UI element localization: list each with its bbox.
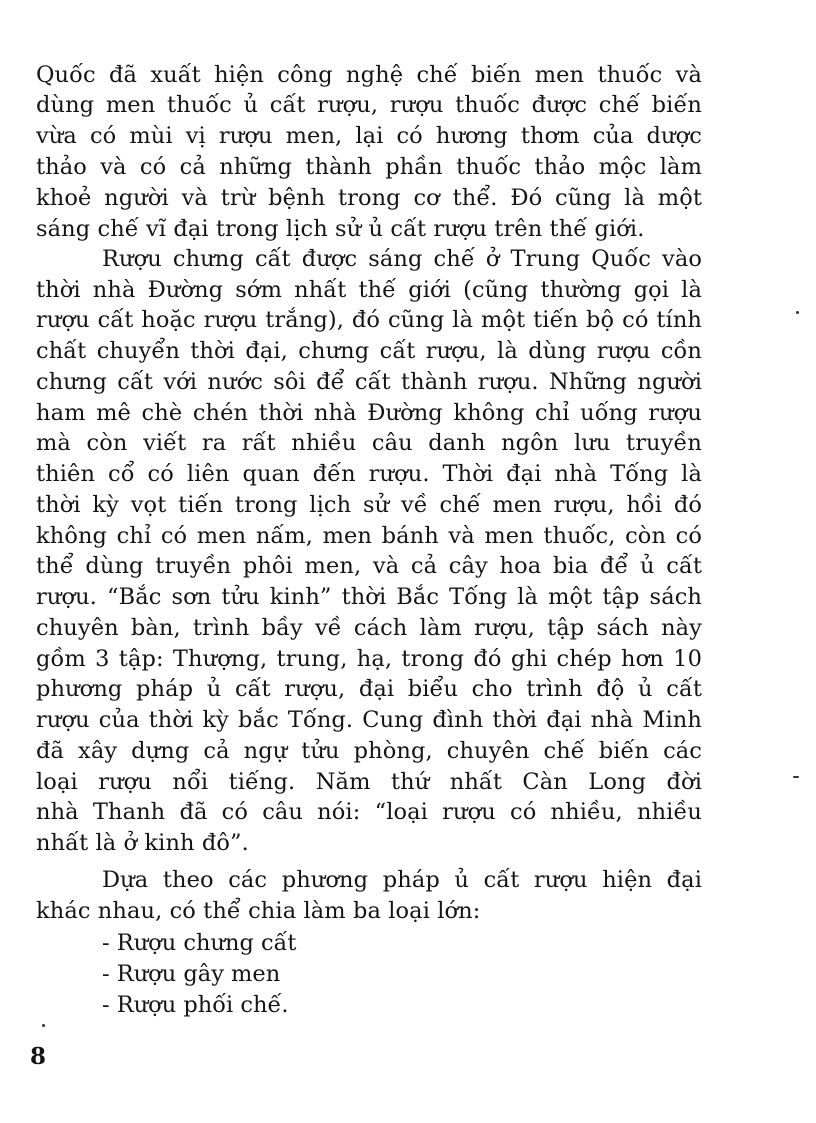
text-line: đã xây dựng cả ngự tửu phòng, chuyên chế biến các	[36, 738, 702, 764]
text-line: gồm 3 tập: Thượng, trung, hạ, trong đó ghi chép hơn 10	[36, 646, 702, 672]
text-line: phương pháp ủ cất rượu, đại biểu cho trình độ ủ cất	[36, 676, 702, 702]
text-line: mà còn viết ra rất nhiều câu danh ngôn lưu truyền	[36, 430, 702, 456]
page-number: 8	[30, 1043, 47, 1070]
text-line: khác nhau, có thể chia làm ba loại lớn:	[36, 898, 481, 924]
text-line: khoẻ người và trừ bệnh trong cơ thể. Đó cũng là một	[36, 185, 702, 211]
list-item: - Rượu phối chế.	[102, 992, 289, 1018]
text-line: loại rượu nổi tiếng. Năm thứ nhất Càn Long đời	[36, 769, 702, 795]
text-line: chất chuyển thời đại, chưng cất rượu, là dùng rượu cồn	[36, 338, 702, 364]
text-line: chuyên bàn, trình bầy về cách làm rượu, tập sách này	[36, 615, 702, 641]
text-line: thời nhà Đường sớm nhất thế giới (cũng thường gọi là	[36, 277, 702, 303]
text-line: thời kỳ vọt tiến trong lịch sử về chế men rượu, hồi đó	[36, 492, 702, 518]
scan-speck	[42, 1024, 45, 1027]
text-line: sáng chế vĩ đại trong lịch sử ủ cất rượu trên thế giới.	[36, 216, 645, 242]
text-line: ham mê chè chén thời nhà Đường không chỉ uống rượu	[36, 400, 702, 426]
text-line: Quốc đã xuất hiện công nghệ chế biến men thuốc và	[36, 62, 702, 88]
text-line: rượu của thời kỳ bắc Tống. Cung đình thời đại nhà Minh	[36, 707, 702, 733]
text-line: thảo và có cả những thành phần thuốc thảo mộc làm	[36, 154, 702, 180]
text-line: nhà Thanh đã có câu nói: “loại rượu có nhiều, nhiều	[36, 799, 702, 825]
text-line: rượu. “Bắc sơn tửu kinh” thời Bắc Tống là một tập sách	[36, 584, 702, 610]
scan-speck	[793, 776, 799, 778]
paragraph-first-line: Dựa theo các phương pháp ủ cất rượu hiện đại	[102, 867, 702, 893]
text-line: rượu cất hoặc rượu trắng), đó cũng là một tiến bộ có tính	[36, 307, 702, 333]
text-line: dùng men thuốc ủ cất rượu, rượu thuốc được chế biến	[36, 92, 702, 118]
text-line: chưng cất với nước sôi để cất thành rượu. Những người	[36, 369, 702, 395]
text-line: không chỉ có men nấm, men bánh và men thuốc, còn có	[36, 523, 702, 549]
text-line: vừa có mùi vị rượu men, lại có hương thơm của dược	[36, 123, 702, 149]
list-item: - Rượu chưng cất	[102, 930, 297, 956]
text-line: thiên cổ có liên quan đến rượu. Thời đại nhà Tống là	[36, 461, 702, 487]
paragraph-first-line: Rượu chưng cất được sáng chế ở Trung Quốc vào	[102, 246, 702, 272]
list-item: - Rượu gây men	[102, 961, 281, 987]
text-line: thể dùng truyền phôi men, và cả cây hoa bia để ủ cất	[36, 553, 702, 579]
text-line: nhất là ở kinh đô”.	[36, 830, 249, 856]
scan-speck	[796, 311, 799, 314]
